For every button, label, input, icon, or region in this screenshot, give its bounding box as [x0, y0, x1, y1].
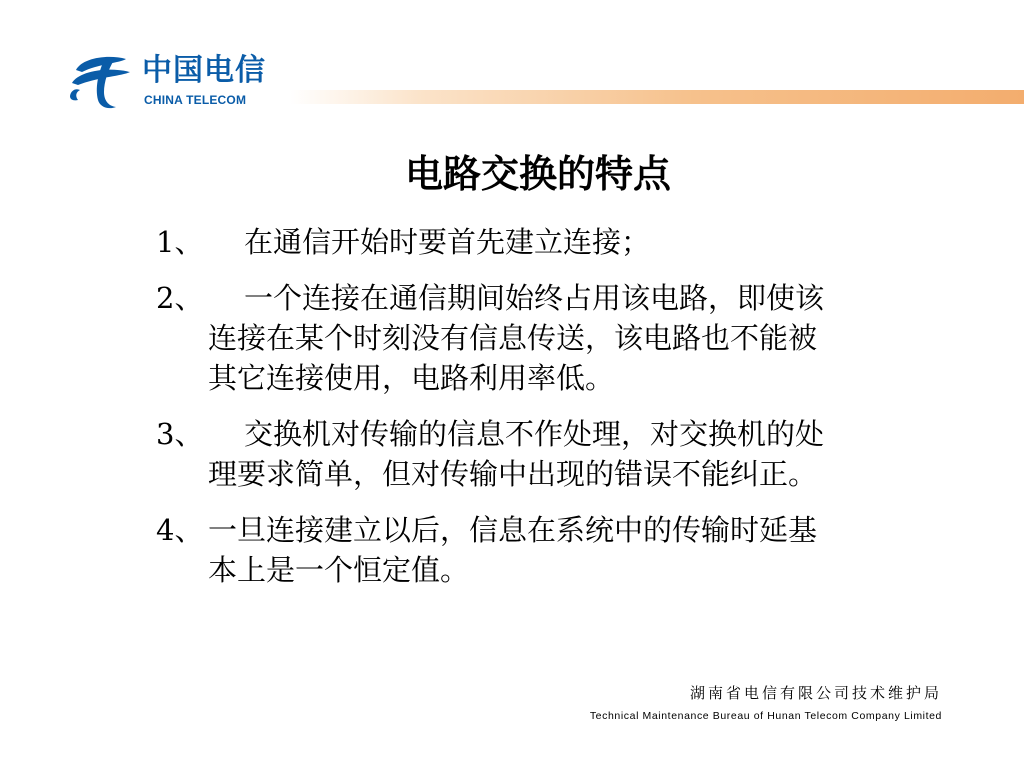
list-item	[156, 414, 836, 494]
list-item-text: 交换机对传输的信息不作处理，对交换机的处理要求简单，但对传输中出现的错误不能纠正。	[208, 417, 825, 491]
list-item	[156, 510, 836, 590]
footer-organization-en: Technical Maintenance Bureau of Hunan Telecom Company Limited	[589, 710, 942, 722]
logo-chinese-name: 中国电信	[142, 53, 266, 88]
china-telecom-logo	[68, 50, 308, 114]
list-item	[156, 222, 836, 262]
list-item-text: 一个连接在通信期间始终占用该电路，即使该连接在某个时刻没有信息传送，该电路也不能被其它连接使用，电路利用率低。	[208, 281, 825, 395]
list-item-text: 在通信开始时要首先建立连接；	[244, 225, 651, 259]
list-item-number: 2、	[156, 281, 204, 315]
slide-title: 电路交换的特点	[404, 152, 671, 196]
footer-organization-cn: 湖南省电信有限公司技术维护局	[689, 684, 942, 702]
list-item-number: 1、	[156, 225, 204, 259]
slide-content	[156, 222, 836, 606]
list-item	[156, 278, 836, 398]
list-item-text: 一旦连接建立以后，信息在系统中的传输时延基本上是一个恒定值。	[208, 513, 818, 587]
list-item-number: 3、	[156, 417, 204, 451]
china-telecom-emblem-icon	[68, 50, 134, 112]
header-gradient-bar	[290, 90, 1024, 104]
list-item-number: 4、	[156, 513, 204, 547]
logo-english-name: CHINA TELECOM	[144, 93, 247, 107]
